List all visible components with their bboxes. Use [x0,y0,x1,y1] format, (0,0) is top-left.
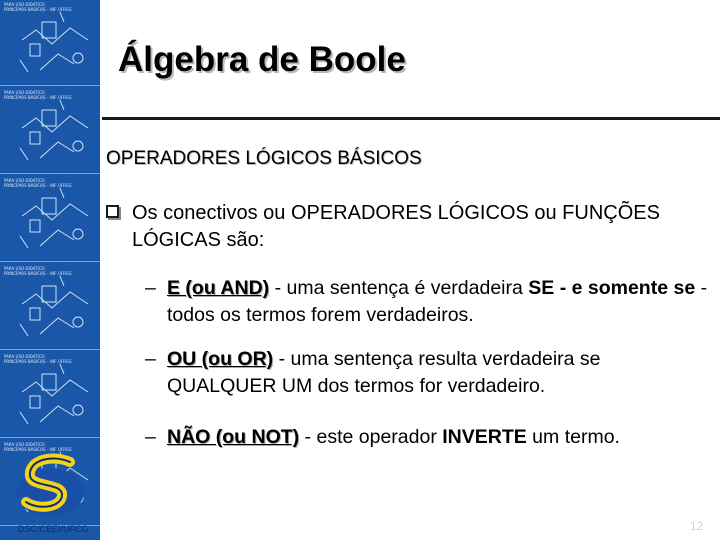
sidebar-thumbnail: PARA USO DIDATICO PRINCÍPIOS BÁSICOS – INF UFRGS [0,88,100,174]
blueprint-icon [0,0,100,86]
blueprint-icon [0,176,100,262]
footer-label: DSC/CEEI/UFCG [18,524,89,534]
main-bullet-text: Os conectivos ou OPERADORES LÓGICOS ou FUNÇÕES LÓGICAS são: [132,202,660,251]
operator-term: NÃO (ou NOT) [167,426,300,448]
dash-marker: – [145,277,156,299]
item-text: - todos os termos forem verdadeiros. [167,277,708,326]
item-text: uma sentença é verdadeira [286,277,529,299]
operator-item-not [145,424,715,451]
sidebar-thumbnail: PARA USO DIDATICO PRINCÍPIOS BÁSICOS – INF UFRGS [0,352,100,438]
operator-term: E (ou AND) [167,277,270,299]
checkbox-bullet-icon [106,205,119,218]
dsc-logo-icon [12,448,88,524]
main-bullet [106,200,706,254]
separator: - [299,426,317,448]
dash-marker: – [145,426,156,448]
operator-item-or [145,346,715,400]
dash-marker: – [145,348,156,370]
item-text: este operador [316,426,443,448]
blueprint-icon [0,352,100,438]
sidebar-thumbnail: PARA USO DIDATICO PRINCÍPIOS BÁSICOS – INF UFRGS [0,0,100,86]
separator: - [273,348,291,370]
operator-item-and [145,275,715,329]
sidebar-thumbnail: PARA USO DIDATICO PRINCÍPIOS BÁSICOS – INF UFRGS [0,264,100,350]
item-keyword: INVERTE [442,426,527,448]
item-text: um termo. [526,426,620,448]
item-text: uma sentença resulta verdadeira se QUALQUER UM dos termos for verdadeiro. [167,348,601,397]
separator: - [269,277,287,299]
sidebar-decoration [0,0,100,540]
item-keyword: SE - e somente se [528,277,696,299]
title-divider [102,117,720,120]
blueprint-icon [0,264,100,350]
sidebar-thumbnail: PARA USO DIDATICO PRINCÍPIOS BÁSICOS – INF UFRGS [0,176,100,262]
page-number: 12 [690,519,704,533]
operator-term: OU (ou OR) [167,348,274,370]
slide-title: Álgebra de Boole [118,40,406,79]
sidebar-thumbnail: PARA USO DIDATICO PRINCÍPIOS BÁSICOS – INF UFRGS [0,440,100,526]
blueprint-icon [0,88,100,174]
section-heading: OPERADORES LÓGICOS BÁSICOS [106,148,422,169]
